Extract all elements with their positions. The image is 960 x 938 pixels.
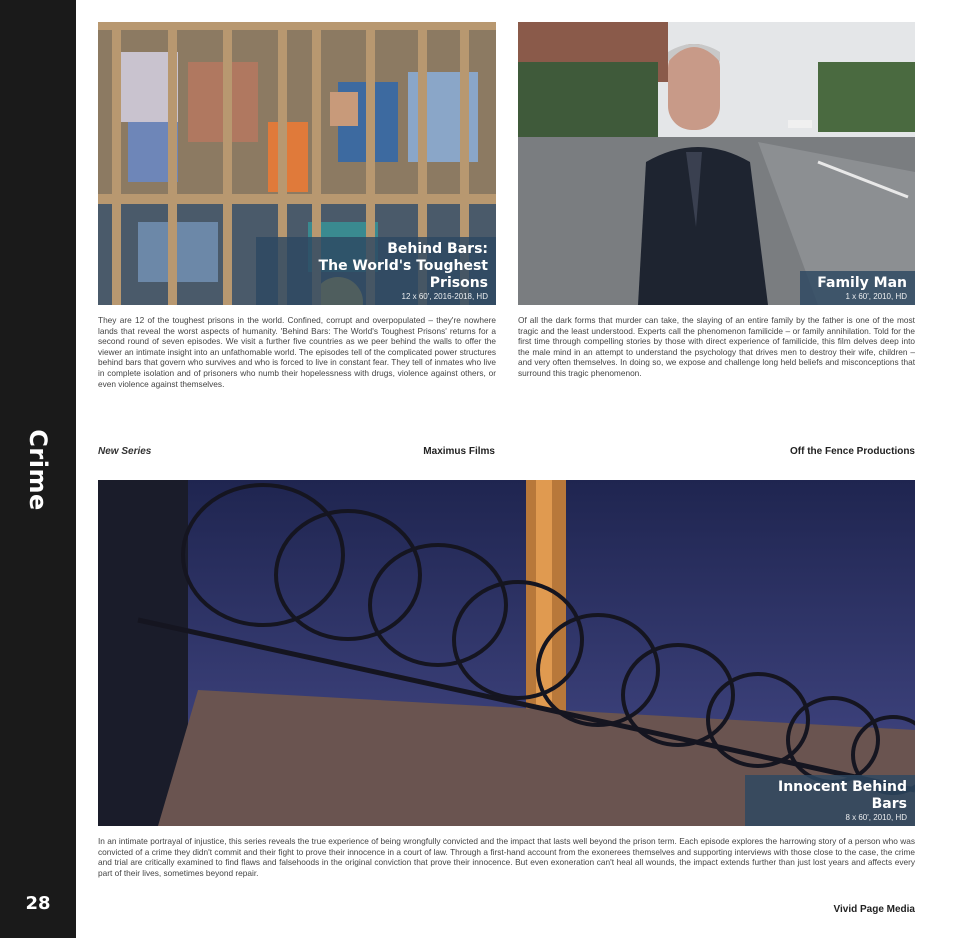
title-line-1: Innocent Behind Bars <box>777 779 907 812</box>
section-label: Crime <box>24 429 52 511</box>
format-meta: 8 x 60', 2010, HD <box>845 813 907 822</box>
page-number: 28 <box>25 893 51 914</box>
caption-behind-bars <box>256 237 496 305</box>
producer-vivid-page: Vivid Page Media <box>833 904 915 915</box>
razor-wire-photo <box>98 480 915 826</box>
title-line-1: Family Man <box>817 275 907 291</box>
man-on-street-image <box>518 22 915 305</box>
producer-off-the-fence: Off the Fence Productions <box>789 446 915 457</box>
producer-maximus: Maximus Films <box>423 446 495 457</box>
format-meta: 1 x 60', 2010, HD <box>845 292 907 301</box>
description-innocent-behind-bars: In an intimate portrayal of injustice, this series reveals the true experience of being wrongfully convicted and the impact that lasts well beyond the prison term. Each episode explores the harrowing story of a person who was convicted of a crime they didn't commit and their fight to prove their innocence in a court of law. Through a first-hand account from the exonerees themselves and supporting interviews with those close to the case, the crime and trial are critically examined to find flaws and falsehoods in the original conviction that prove their innocence. But even exoneration can't heal all wounds, the impact extends further than just lost years and affects every part of their lives, sometimes beyond repair. <box>98 836 915 878</box>
description-family-man: Of all the dark forms that murder can take, the slaying of an entire family by the father is one of the most tragic and the least understood. Experts call the phenomenon familicide – or family annihilation. Told for the first time through compelling stories by those with direct experience of familicide, this film delves deep into the male mind in an attempt to understand the psychology that drives men to destroy their wife, children – and very often themselves. In doing so, we expose and challenge long held beliefs and misconceptions that surround this tragic phenomenon. <box>518 315 915 378</box>
description-behind-bars: They are 12 of the toughest prisons in the world. Confined, corrupt and overpopulated – they're nowhere lands that reveal the worst aspects of humanity. 'Behind Bars: The World's Toughest Prisons' returns for a second round of seven episodes. We visit a further five countries as we peer behind the walls to offer the viewer an intimate insight into an unfathomable world. The episodes tell of the complicated power structures behind bars that govern who survives and who is forced to live in constant fear. They tell of inmates who live in complete isolation and of prisoners who numb their hopelessness with drugs, violence against others, or even violence against themselves. <box>98 315 496 389</box>
sidebar <box>0 0 76 938</box>
prison-photo <box>98 22 496 305</box>
caption-family-man <box>800 271 915 305</box>
family-man-photo <box>518 22 915 305</box>
title-line-2: The World's Toughest Prisons <box>318 258 488 291</box>
caption-innocent-behind-bars <box>745 775 915 826</box>
new-series-tag: New Series <box>98 446 152 457</box>
format-meta: 12 x 60', 2016-2018, HD <box>401 292 488 301</box>
title-line-1: Behind Bars: <box>387 241 488 257</box>
